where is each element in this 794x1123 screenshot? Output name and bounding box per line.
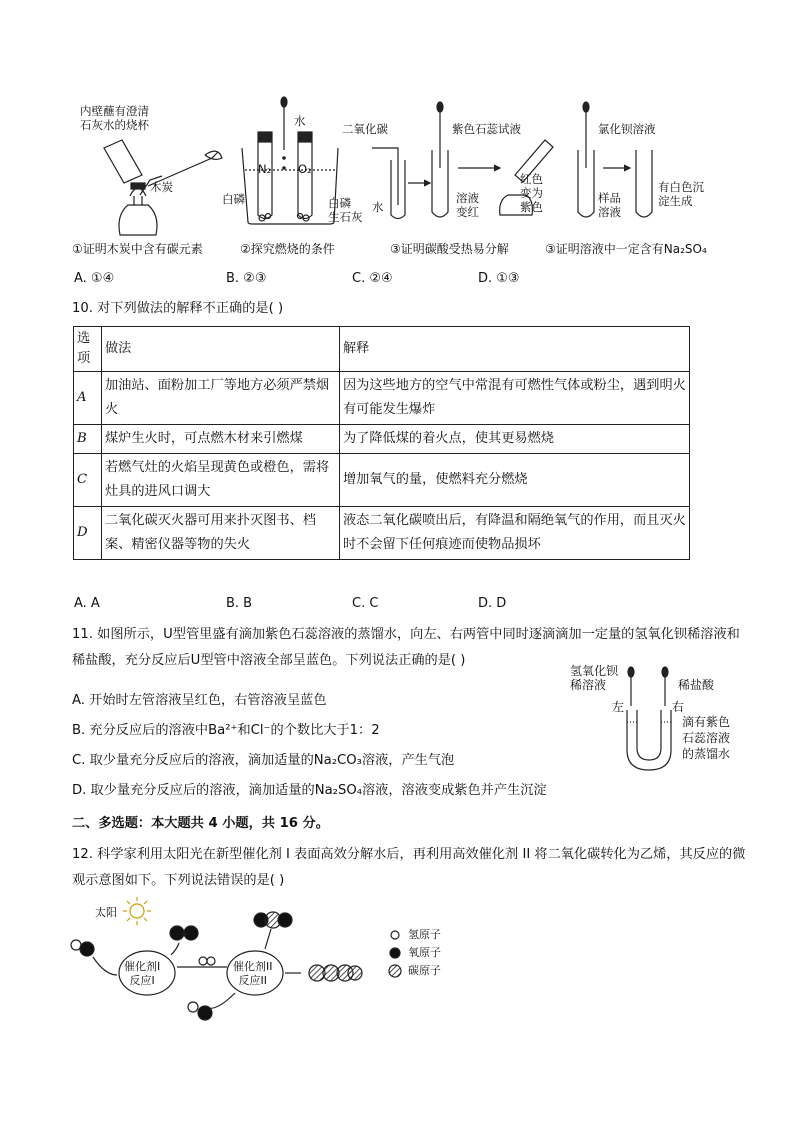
table-row (74, 425, 690, 454)
q11-option-b[interactable]: B. 充分反应后的溶液中Ba²⁺和Cl⁻的个数比大于1：2 (72, 723, 380, 738)
label-charcoal: 木炭 (150, 180, 173, 194)
q11-option-d[interactable]: D. 取少量充分反应后的溶液，滴加适量的Na₂SO₄溶液，溶液变成紫色并产生沉淀 (72, 783, 547, 798)
label-sun: 太阳 (95, 906, 117, 919)
row-reason: 为了降低煤的着火点，使其更易燃烧 (340, 425, 690, 454)
exp2-apparatus (242, 97, 338, 224)
label-white-ppt: 有白色沉 淀生成 (658, 180, 704, 208)
header-method: 做法 (102, 327, 340, 372)
q10-option-b[interactable]: B. B (226, 596, 253, 611)
label-cat2: 催化剂II 反应II (233, 960, 273, 987)
row-method: 煤炉生火时，可点燃木材来引燃煤 (102, 425, 340, 454)
table-row (74, 507, 690, 560)
label-co2: 二氧化碳 (342, 122, 388, 136)
table-row (74, 372, 690, 425)
q10-table (73, 326, 690, 560)
label-right: 右 (672, 700, 685, 714)
caption-2: ②探究燃烧的条件 (240, 242, 335, 256)
label-n2: N₂ (258, 162, 272, 176)
label-cat1: 催化剂I 反应I (124, 960, 161, 987)
row-option: C (74, 454, 102, 507)
table-header-row (74, 327, 690, 372)
q10-stem: 10. 对下列做法的解释不正确的是( ) (72, 301, 284, 316)
label-water: 水 (294, 114, 306, 128)
caption-1: ①证明木炭中含有碳元素 (72, 242, 203, 256)
q9-option-c[interactable]: C. ②④ (352, 271, 393, 286)
table-row (74, 454, 690, 507)
q9-option-d[interactable]: D. ①③ (478, 271, 520, 286)
label-o2: O₂ (298, 162, 312, 176)
q10-option-c[interactable]: C. C (352, 596, 379, 611)
q12-stem: 12. 科学家利用太阳光在新型催化剂 I 表面高效分解水后，再利用高效催化剂 II 将二氧化碳转化为乙烯，其反应的微观示意图如下。下列说法错误的是( ) (72, 847, 746, 888)
row-option: B (74, 425, 102, 454)
label-water2: 水 (372, 200, 384, 214)
label-u-water: 滴有紫色 石蕊溶液 的蒸馏水 (682, 715, 731, 761)
q10-option-d[interactable]: D. D (478, 596, 507, 611)
q9-option-b[interactable]: B. ②③ (226, 271, 267, 286)
label-white-p-left: 白磷 (222, 192, 245, 206)
header-reason: 解释 (340, 327, 690, 372)
q11-option-c[interactable]: C. 取少量充分反应后的溶液，滴加适量的Na₂CO₃溶液，产生气泡 (72, 753, 455, 768)
label-turn-red: 溶液 变红 (456, 191, 479, 219)
label-baoh: 氢氧化钡 稀溶液 (570, 664, 619, 692)
header-option: 选 项 (74, 327, 102, 372)
row-reason: 因为这些地方的空气中常混有可燃性气体或粉尘，遇到明火有可能发生爆炸 (340, 372, 690, 425)
label-left: 左 (612, 700, 625, 714)
legend-carbon: 碳原子 (408, 964, 441, 977)
row-reason: 液态二氧化碳喷出后，有降温和隔绝氧气的作用，而且灭火时不会留下任何痕迹而使物品损坏 (340, 507, 690, 560)
legend-oxygen: 氧原子 (408, 946, 441, 959)
q11-stem: 11. 如图所示，U型管里盛有滴加紫色石蕊溶液的蒸馏水，向左、右两管中同时逐滴滴加一定量的氢氧化钡稀溶液和稀盐酸，充分反应后U型管中溶液全部呈蓝色。下列说法正确的是( ) (72, 627, 740, 668)
row-method: 若燃气灶的火焰呈现黄色或橙色，需将灶具的进风口调大 (102, 454, 340, 507)
q10-option-a[interactable]: A. A (74, 596, 100, 611)
label-quicklime: 生石灰 (328, 210, 363, 224)
label-white-p-right: 白磷 (328, 196, 351, 210)
label-bacl2: 氯化钡溶液 (598, 122, 656, 136)
label-sample: 样品 溶液 (598, 191, 621, 219)
q11-option-a[interactable]: A. 开始时左管溶液呈红色，右管溶液呈蓝色 (72, 693, 327, 708)
legend-hydrogen: 氢原子 (408, 928, 441, 941)
row-method: 二氧化碳灭火器可用来扑灭图书、档案、精密仪器等物的失火 (102, 507, 340, 560)
row-method: 加油站、面粉加工厂等地方必须严禁烟火 (102, 372, 340, 425)
label-red-to-purple: 红色 变为 紫色 (520, 172, 543, 214)
row-option: A (74, 372, 102, 425)
row-option: D (74, 507, 102, 560)
label-litmus: 紫色石蕊试液 (452, 122, 521, 136)
q11-options (72, 686, 602, 806)
label-beaker: 内壁蘸有澄清 石灰水的烧杯 (80, 104, 149, 132)
q9-option-a[interactable]: A. ①④ (74, 271, 115, 286)
row-reason: 增加氧气的量，使燃料充分燃烧 (340, 454, 690, 507)
caption-3: ③证明碳酸受热易分解 (390, 242, 509, 256)
section-heading: 二、多选题：本大题共 4 小题，共 16 分。 (72, 816, 329, 831)
caption-4: ③证明溶液中一定含有Na₂SO₄ (545, 242, 707, 256)
label-hcl: 稀盐酸 (678, 678, 715, 692)
